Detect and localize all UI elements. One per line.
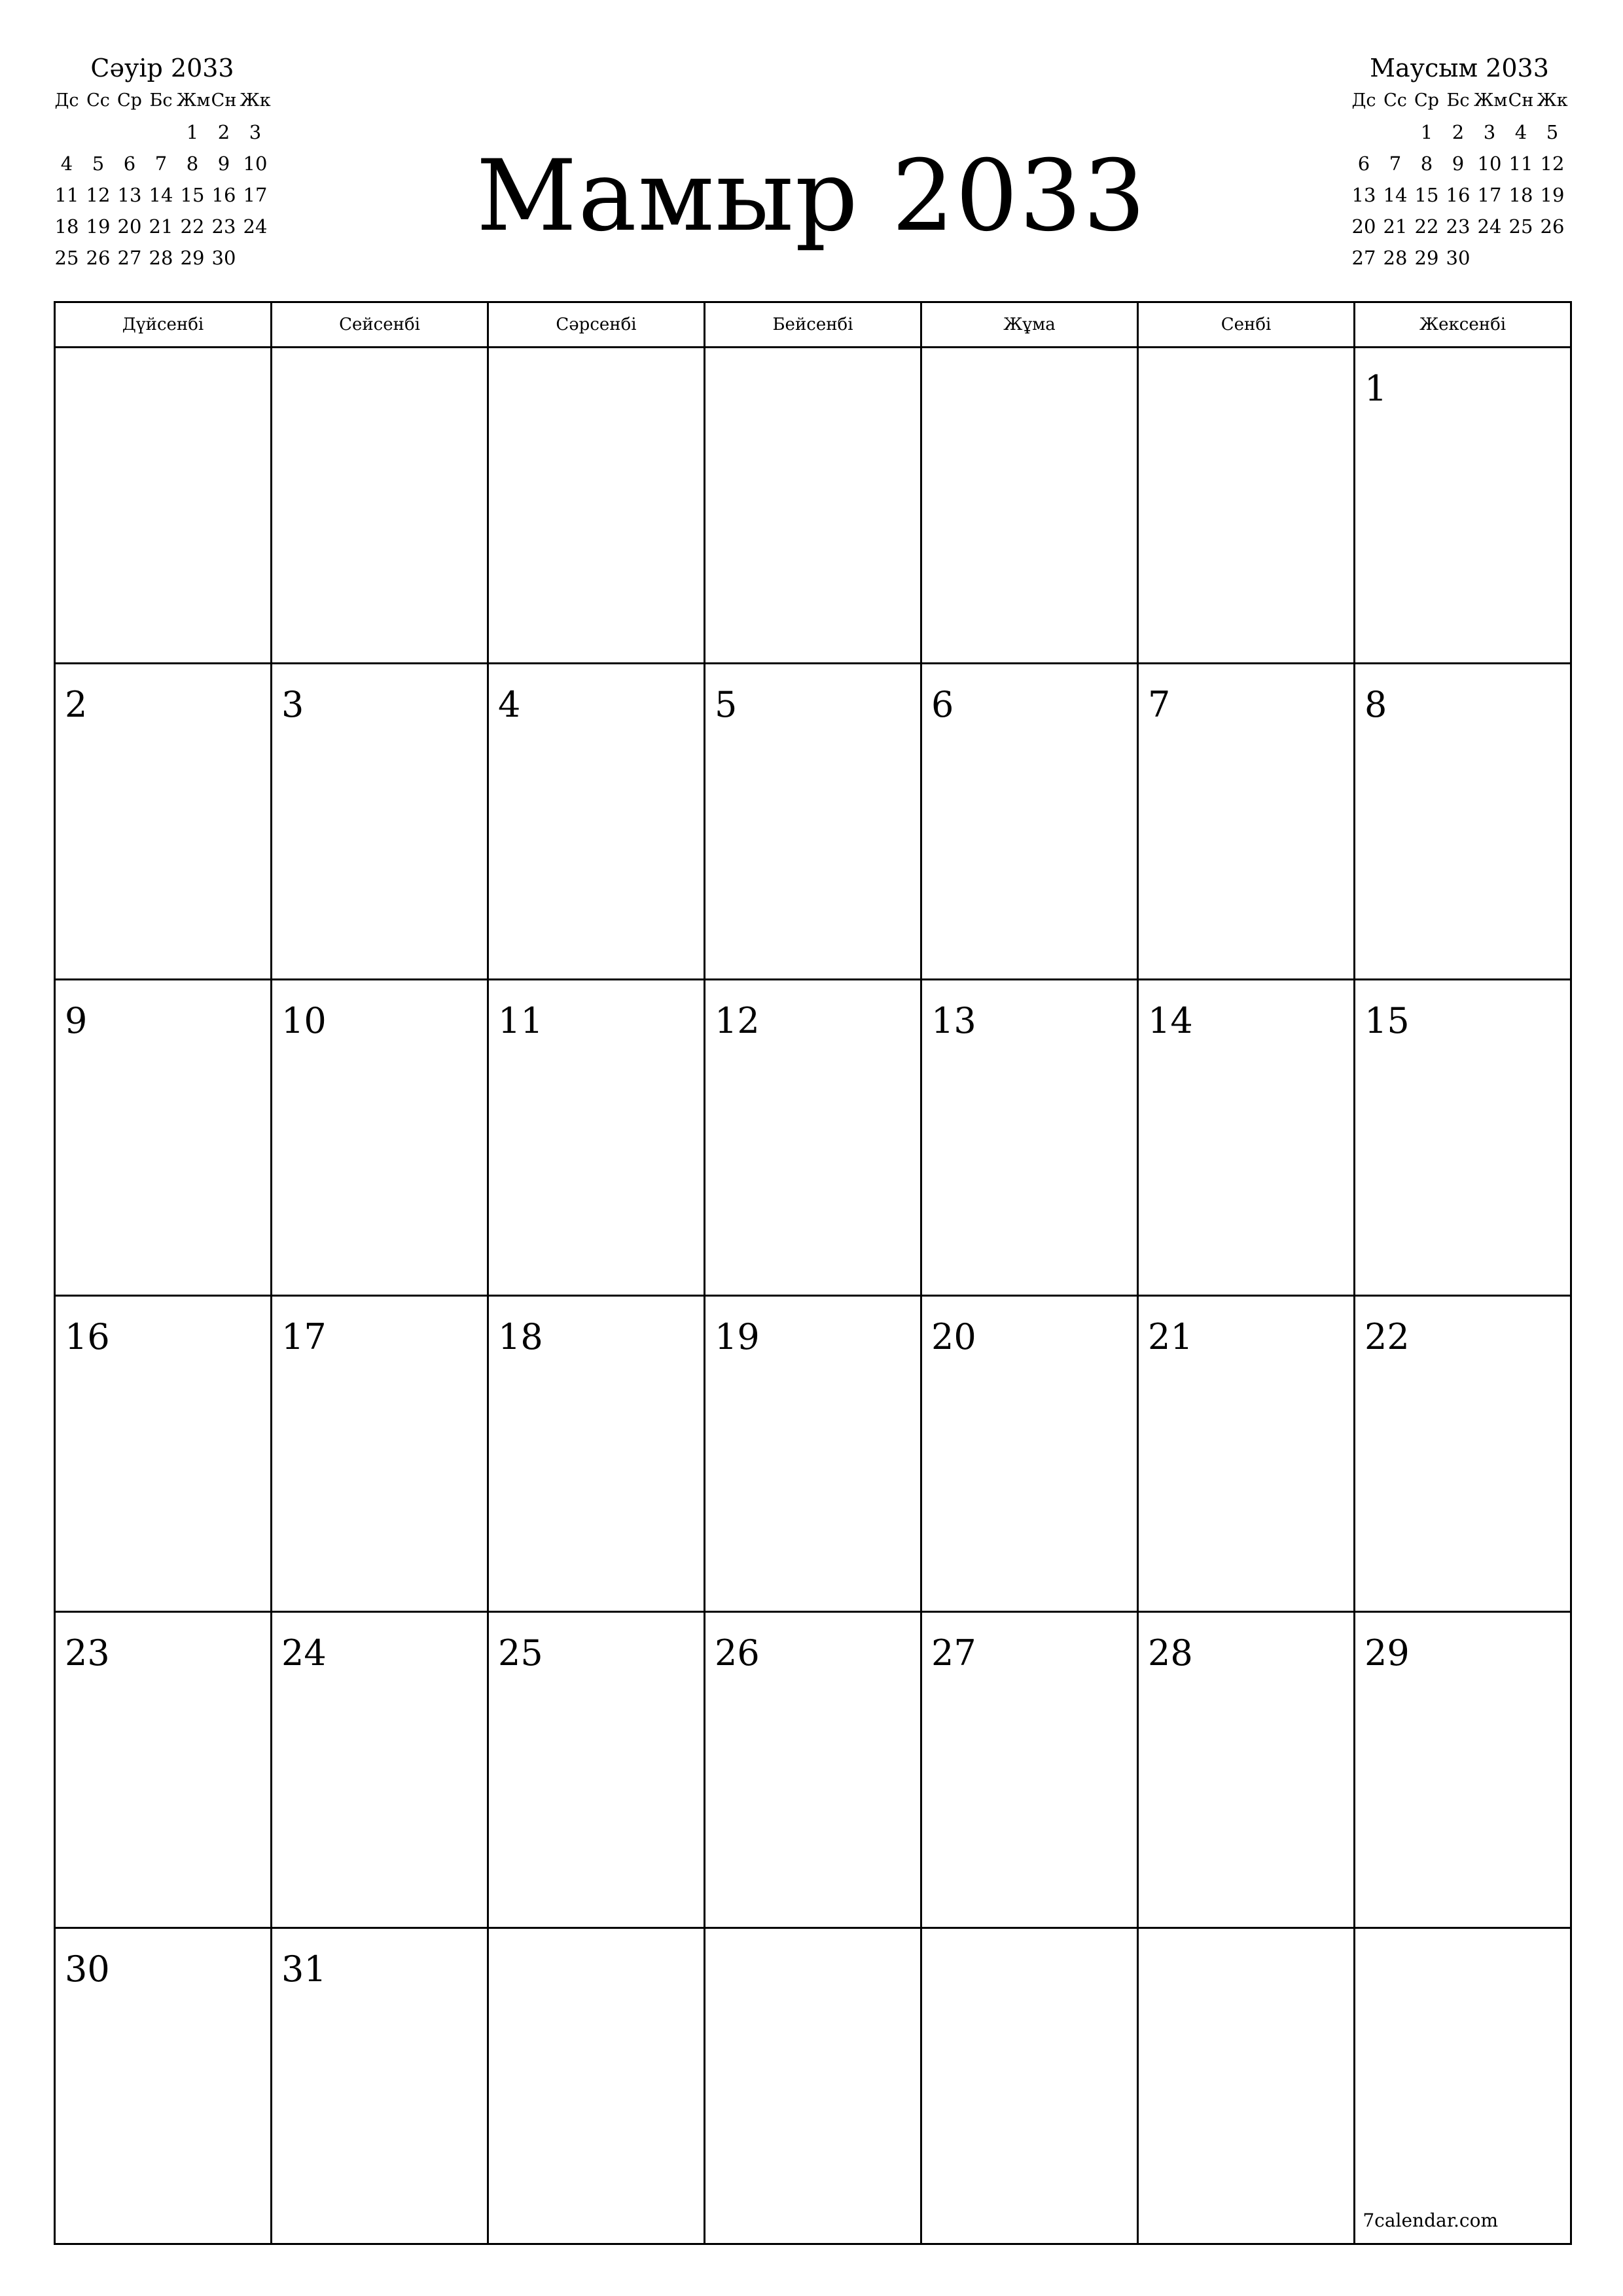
mini-day: 8 (1420, 152, 1433, 175)
day-number: 6 (931, 684, 954, 725)
mini-day: 5 (1546, 121, 1559, 143)
mini-weekday: Жк (1537, 90, 1568, 111)
weekday-header: Жұма (921, 302, 1138, 348)
mini-day (1505, 242, 1537, 274)
weekday-header: Бейсенбі (705, 302, 921, 348)
mini-day: 18 (54, 215, 79, 238)
day-number: 21 (1148, 1316, 1193, 1357)
mini-day: 14 (1383, 184, 1408, 206)
mini-weekday: Дс (1351, 90, 1376, 111)
mini-day: 1 (186, 121, 199, 143)
day-number: 30 (65, 1948, 110, 1990)
mini-day (145, 117, 177, 148)
mini-day: 19 (1540, 184, 1565, 206)
mini-weekday: Сс (86, 90, 110, 111)
day-cell (55, 980, 272, 1296)
day-cell (1138, 348, 1355, 664)
mini-day: 14 (149, 184, 173, 206)
day-number: 1 (1364, 368, 1387, 409)
day-number: 19 (715, 1316, 760, 1357)
mini-calendar-prev (51, 51, 274, 274)
mini-day: 12 (1540, 152, 1565, 175)
day-cell (488, 348, 705, 664)
day-number: 24 (281, 1632, 327, 1674)
day-cell (705, 348, 921, 664)
day-cell (921, 348, 1138, 664)
mini-day: 24 (1477, 215, 1502, 238)
mini-day (1537, 242, 1568, 274)
mini-day: 19 (86, 215, 111, 238)
weekday-header-row (55, 302, 1571, 348)
mini-day: 22 (1414, 215, 1439, 238)
day-cell (921, 664, 1138, 980)
weekday-header: Сәрсенбі (488, 302, 705, 348)
mini-day: 2 (1452, 121, 1465, 143)
mini-weekday: Ср (117, 90, 142, 111)
mini-day (240, 242, 271, 274)
day-cell (921, 980, 1138, 1296)
mini-day: 3 (1483, 121, 1496, 143)
mini-day: 2 (217, 121, 230, 143)
mini-day: 27 (117, 247, 142, 269)
mini-day: 15 (180, 184, 205, 206)
day-number: 2 (65, 684, 88, 725)
mini-weekday: Сн (1508, 90, 1534, 111)
mini-weekday: Дс (54, 90, 79, 111)
day-cell (1355, 1612, 1571, 1928)
mini-day: 21 (149, 215, 173, 238)
day-cell (1355, 980, 1571, 1296)
day-cell (921, 1612, 1138, 1928)
mini-day: 16 (211, 184, 236, 206)
day-number: 23 (65, 1632, 110, 1674)
day-cell (55, 1296, 272, 1612)
day-number: 28 (1148, 1632, 1193, 1674)
mini-day: 13 (1351, 184, 1376, 206)
mini-day (114, 117, 145, 148)
site-credit: 7calendar.com (1363, 2210, 1498, 2231)
mini-calendar-next-title: Маусым 2033 (1370, 54, 1549, 82)
mini-day (1474, 242, 1505, 274)
day-cell (272, 980, 488, 1296)
day-cell (272, 664, 488, 980)
day-number: 12 (715, 1000, 760, 1041)
mini-weekday: Жк (240, 90, 271, 111)
mini-weekday: Сн (211, 90, 237, 111)
day-cell (705, 1296, 921, 1612)
month-grid-body (55, 348, 1571, 2244)
mini-day: 25 (54, 247, 79, 269)
mini-day: 11 (1508, 152, 1533, 175)
day-cell (272, 348, 488, 664)
mini-day: 17 (1477, 184, 1502, 206)
day-number: 3 (281, 684, 304, 725)
mini-day: 26 (1540, 215, 1565, 238)
day-cell (488, 664, 705, 980)
mini-day: 8 (186, 152, 199, 175)
day-cell (1138, 1612, 1355, 1928)
week-row (55, 348, 1571, 664)
month-grid (54, 301, 1572, 2245)
mini-day: 20 (1351, 215, 1376, 238)
day-number: 29 (1364, 1632, 1410, 1674)
mini-day: 23 (211, 215, 236, 238)
mini-weekday: Бс (1446, 90, 1470, 111)
mini-day: 15 (1414, 184, 1439, 206)
mini-day: 16 (1446, 184, 1471, 206)
day-cell (1138, 664, 1355, 980)
weekday-header: Жексенбі (1355, 302, 1571, 348)
day-number: 31 (281, 1948, 327, 1990)
week-row (55, 1612, 1571, 1928)
day-cell (1355, 348, 1571, 664)
week-row (55, 980, 1571, 1296)
month-title: Мамыр 2033 (476, 139, 1147, 253)
mini-day: 9 (217, 152, 230, 175)
week-row (55, 664, 1571, 980)
mini-calendar-next (1348, 51, 1571, 274)
day-number: 18 (498, 1316, 543, 1357)
mini-day: 4 (60, 152, 73, 175)
day-cell (55, 348, 272, 664)
day-cell (488, 1612, 705, 1928)
mini-weekday: Жм (1474, 90, 1508, 111)
mini-day: 5 (92, 152, 105, 175)
mini-day: 26 (86, 247, 111, 269)
day-number: 4 (498, 684, 521, 725)
mini-day: 23 (1446, 215, 1471, 238)
mini-day: 11 (54, 184, 79, 206)
mini-weekday: Сс (1383, 90, 1407, 111)
day-number: 13 (931, 1000, 976, 1041)
day-number: 5 (715, 684, 738, 725)
day-number: 11 (498, 1000, 543, 1041)
mini-day: 21 (1383, 215, 1408, 238)
mini-day: 6 (123, 152, 136, 175)
mini-day: 3 (249, 121, 262, 143)
day-cell (921, 1928, 1138, 2244)
day-cell (1138, 1296, 1355, 1612)
mini-day: 28 (1383, 247, 1408, 269)
day-cell (1138, 980, 1355, 1296)
mini-day: 10 (243, 152, 268, 175)
mini-day: 27 (1351, 247, 1376, 269)
day-number: 10 (281, 1000, 327, 1041)
mini-day: 18 (1508, 184, 1533, 206)
day-number: 8 (1364, 684, 1387, 725)
day-number: 25 (498, 1632, 543, 1674)
day-cell (1355, 1296, 1571, 1612)
day-cell (488, 1296, 705, 1612)
mini-day: 25 (1508, 215, 1533, 238)
day-cell (272, 1296, 488, 1612)
day-cell (55, 1928, 272, 2244)
day-number: 9 (65, 1000, 88, 1041)
day-cell (705, 664, 921, 980)
day-number: 22 (1364, 1316, 1410, 1357)
day-cell (921, 1296, 1138, 1612)
day-number: 14 (1148, 1000, 1193, 1041)
day-number: 7 (1148, 684, 1171, 725)
day-cell (272, 1928, 488, 2244)
mini-weekday: Жм (177, 90, 211, 111)
mini-calendar-prev-grid (51, 85, 274, 274)
mini-day: 22 (180, 215, 205, 238)
weekday-header: Сенбі (1138, 302, 1355, 348)
mini-day: 17 (243, 184, 268, 206)
day-number: 27 (931, 1632, 976, 1674)
mini-day (82, 117, 114, 148)
mini-weekday: Бс (149, 90, 173, 111)
day-cell (488, 980, 705, 1296)
mini-day: 10 (1477, 152, 1502, 175)
weekday-header: Дүйсенбі (55, 302, 272, 348)
mini-day: 7 (1389, 152, 1402, 175)
mini-day: 12 (86, 184, 111, 206)
mini-day: 24 (243, 215, 268, 238)
day-cell (55, 1612, 272, 1928)
day-cell (272, 1612, 488, 1928)
mini-day: 20 (117, 215, 142, 238)
mini-day: 30 (211, 247, 236, 269)
mini-day (1348, 117, 1380, 148)
mini-day (1380, 117, 1411, 148)
day-cell (705, 1612, 921, 1928)
mini-day: 4 (1514, 121, 1527, 143)
day-cell (1355, 1928, 1571, 2244)
day-cell (705, 1928, 921, 2244)
weekday-header: Сейсенбі (272, 302, 488, 348)
mini-day: 7 (154, 152, 168, 175)
day-cell (1138, 1928, 1355, 2244)
week-row (55, 1928, 1571, 2244)
mini-day: 30 (1446, 247, 1471, 269)
mini-day: 1 (1420, 121, 1433, 143)
day-cell (705, 980, 921, 1296)
day-cell (55, 664, 272, 980)
mini-day: 6 (1357, 152, 1370, 175)
week-row (55, 1296, 1571, 1612)
day-cell (1355, 664, 1571, 980)
mini-day: 9 (1452, 152, 1465, 175)
mini-day: 13 (117, 184, 142, 206)
mini-weekday: Ср (1414, 90, 1439, 111)
day-number: 20 (931, 1316, 976, 1357)
day-number: 15 (1364, 1000, 1410, 1041)
day-number: 17 (281, 1316, 327, 1357)
mini-day (51, 117, 82, 148)
mini-day: 29 (180, 247, 205, 269)
mini-day: 28 (149, 247, 173, 269)
mini-calendar-prev-title: Сәуір 2033 (90, 54, 234, 82)
day-number: 16 (65, 1316, 110, 1357)
day-number: 26 (715, 1632, 760, 1674)
day-cell (488, 1928, 705, 2244)
mini-calendar-next-grid (1348, 85, 1571, 274)
mini-day: 29 (1414, 247, 1439, 269)
